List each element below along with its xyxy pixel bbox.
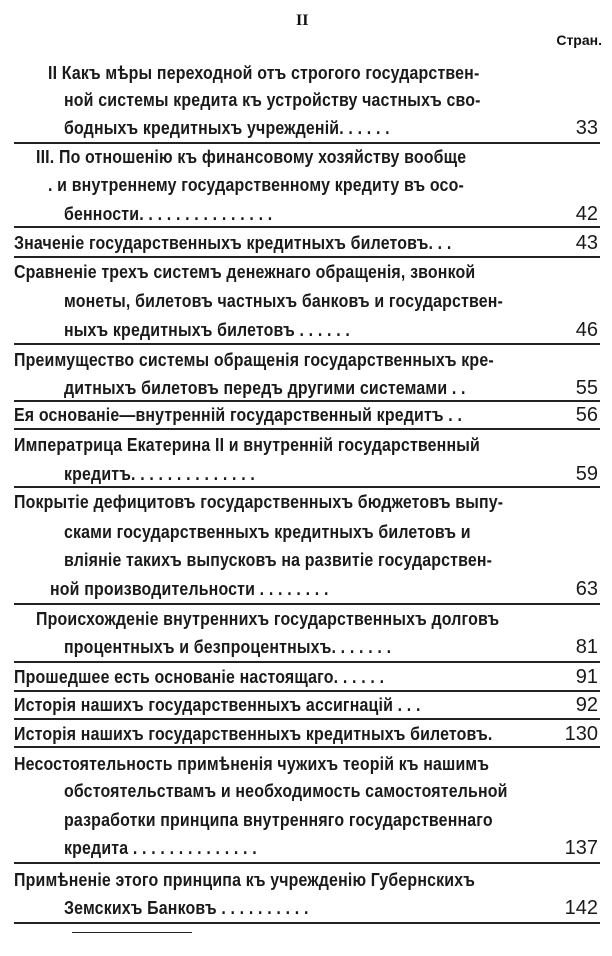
toc-page-number: 142 [564,897,598,919]
toc-entry-line: Сравненіе трехъ системъ денежнаго обращенія, звонкой [14,261,476,282]
toc-page-number: 55 [575,377,598,399]
toc-entry-line: ной системы кредита къ устройству частныхъ сво- [64,89,481,110]
toc-entry-line: монеты, билетовъ частныхъ банковъ и государствен- [64,290,504,311]
underline-rule [14,486,600,488]
toc-entry-line: процентныхъ и безпроцентныхъ. . . . . . . [64,636,392,657]
toc-page-number: 92 [575,694,598,716]
toc-entry-line: Императрица Екатерина II и внутренній государственный [14,434,480,455]
underline-rule [14,256,600,258]
underline-rule [14,718,600,720]
toc-page-number: 59 [575,463,598,485]
toc-entry-line: ныхъ кредитныхъ билетовъ . . . . . . [64,319,351,340]
toc-page-number: 33 [575,117,598,139]
toc-entry-line: сками государственныхъ кредитныхъ билетовъ и [64,521,471,542]
toc-entry-line: бодныхъ кредитныхъ учрежденій. . . . . . [64,117,390,138]
page-number-roman: II [296,12,309,29]
underline-rule [14,603,600,605]
underline-rule [14,862,600,864]
underline-rule [14,746,600,748]
toc-entry-line: Несостоятельность примѣненія чужихъ теорій къ нашимъ [14,753,490,774]
underline-rule [14,690,600,692]
toc-entry-line: Покрытіе дефицитовъ государственныхъ бюджетовъ выпу- [14,491,504,512]
underline-rule [14,661,600,663]
toc-page-number: 91 [575,666,598,688]
toc-page-number: 81 [575,636,598,658]
toc-entry-line: Значеніе государственныхъ кредитныхъ билетовъ. . . [14,232,452,253]
underline-rule [14,922,600,924]
toc-entry-line: Ея основаніе—внутренній государственный кредитъ . . [14,404,463,425]
toc-entry-line: Преимущество системы обращенія государственныхъ кре- [14,349,494,370]
footer-rule [72,932,192,933]
toc-entry-line: . и внутреннему государственному кредиту въ осо- [48,174,464,195]
toc-entry-line: кредита . . . . . . . . . . . . . . [64,837,257,858]
toc-entry-line: вліяніе такихъ выпусковъ на развитіе государствен- [64,549,493,570]
toc-page-number: 46 [575,319,598,341]
toc-entry-line: кредитъ. . . . . . . . . . . . . . [64,463,256,484]
toc-entry-line: обстоятельствамъ и необходимость самостоятельной [64,780,508,801]
toc-entry-line: Земскихъ Банковъ . . . . . . . . . . [64,897,309,918]
toc-entry-line: II Какъ мѣры переходной отъ строгого государствен- [48,62,480,83]
toc-entry-line: Прошедшее есть основаніе настоящаго. . . . . . [14,666,385,687]
toc-page-number: 42 [575,203,598,225]
toc-entry-line: бенности. . . . . . . . . . . . . . . [64,203,273,224]
toc-entry-line: ной производительности . . . . . . . . [50,578,329,599]
underline-rule [14,428,600,430]
toc-entry-line: Происхожденіе внутреннихъ государственныхъ долговъ [36,608,500,629]
toc-entry-line: разработки принципа внутренняго государственнаго [64,809,493,830]
toc-entry-line: Исторія нашихъ государственныхъ кредитныхъ билетовъ. [14,723,493,744]
underline-rule [14,343,600,345]
underline-rule [14,400,600,402]
toc-page-number: 56 [575,404,598,426]
toc-page-number: 137 [564,837,598,859]
toc-entry-line: III. По отношенію къ финансовому хозяйству вообще [36,146,467,167]
toc-page-number: 130 [564,723,598,745]
underline-rule [14,226,600,228]
toc-entry-line: дитныхъ билетовъ передъ другими системами . . [64,377,466,398]
toc-entry-line: Исторія нашихъ государственныхъ ассигнацій . . . [14,694,421,715]
underline-rule [14,142,600,144]
toc-page-number: 43 [575,232,598,254]
toc-page-number: 63 [575,578,598,600]
page-column-label: Стран. [556,32,602,48]
toc-entry-line: Примѣненіе этого принципа къ учрежденію Губернскихъ [14,869,476,890]
